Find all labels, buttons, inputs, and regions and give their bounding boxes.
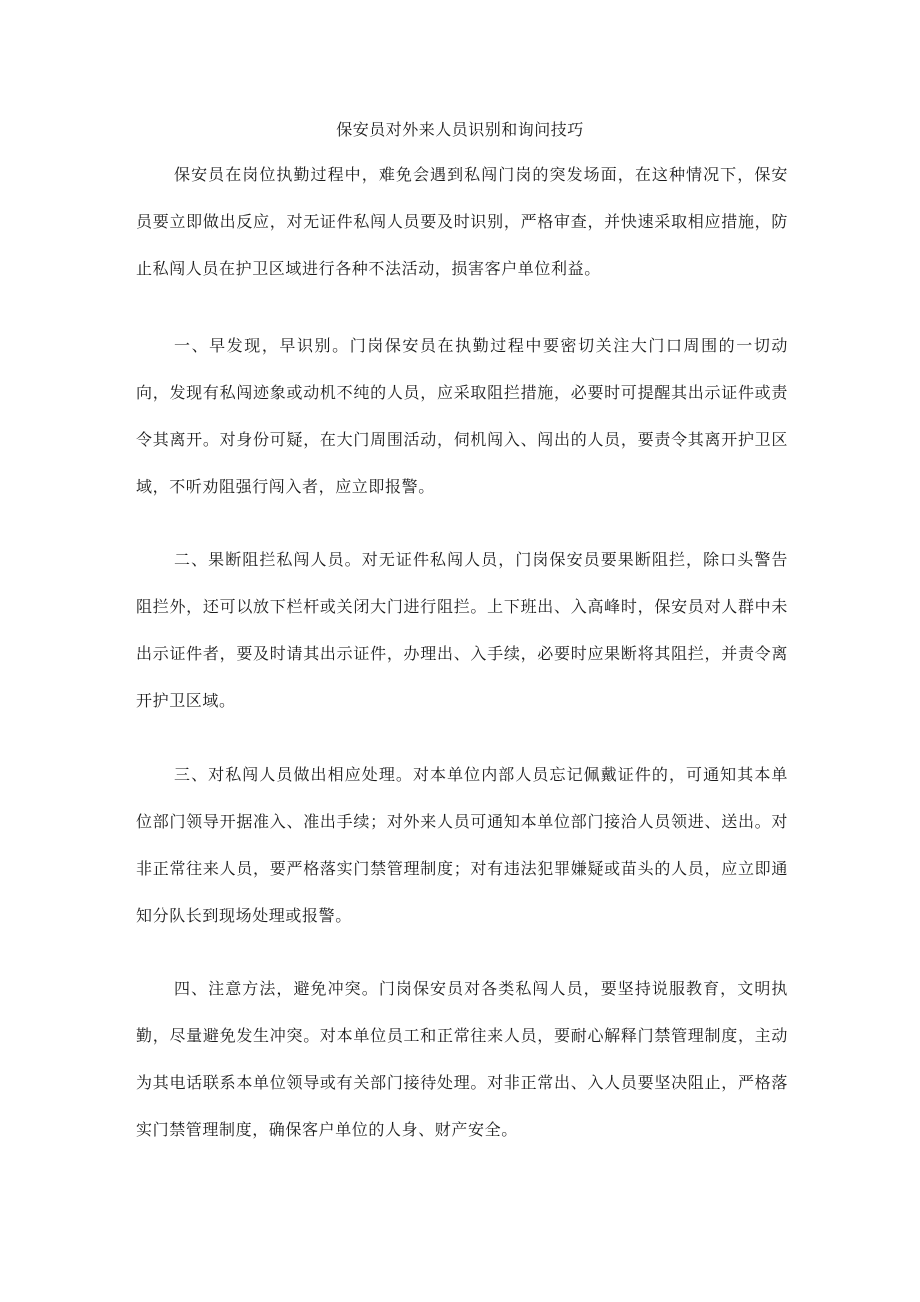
paragraph-handle-intruders: 三、对私闯人员做出相应处理。对本单位内部人员忘记佩戴证件的，可通知其本单位部门领导开据准入、准出手续；对外来人员可通知本单位部门接洽人员领进、送出。对非正常往来人员，要严格落实门禁管理制度；对有违法犯罪嫌疑或苗头的人员，应立即通知分队长到现场处理或报警。 [136, 765, 788, 925]
paragraph-early-detection: 一、早发现，早识别。门岗保安员在执勤过程中要密切关注大门口周围的一切动向，发现有私闯迹象或动机不纯的人员，应采取阻拦措施，必要时可提醒其出示证件或责令其离开。对身份可疑，在大门周围活动，伺机闯入、闯出的人员，要责令其离开护卫区域，不听劝阻强行闯入者，应立即报警。 [136, 336, 788, 496]
document-title: 保安员对外来人员识别和询问技巧 [336, 120, 584, 139]
paragraph-avoid-conflict: 四、注意方法，避免冲突。门岗保安员对各类私闯人员，要坚持说服教育，文明执勤，尽量避免发生冲突。对本单位员工和正常往来人员，要耐心解释门禁管理制度，主动为其电话联系本单位领导或有关部门接待处理。对非正常出、入人员要坚决阻止，严格落实门禁管理制度，确保客户单位的人身、财产安全。 [136, 979, 788, 1139]
paragraph-intro: 保安员在岗位执勤过程中，难免会遇到私闯门岗的突发场面，在这种情况下，保安员要立即做出反应，对无证件私闯人员要及时识别，严格审查，并快速采取相应措施，防止私闯人员在护卫区域进行各种不法活动，损害客户单位利益。 [136, 165, 788, 278]
paragraph-block-intruders: 二、果断阻拦私闯人员。对无证件私闯人员，门岗保安员要果断阻拦，除口头警告阻拦外，还可以放下栏杆或关闭大门进行阻拦。上下班出、入高峰时，保安员对人群中未出示证件者，要及时请其出示证件，办理出、入手续，必要时应果断将其阻拦，并责令离开护卫区域。 [136, 550, 788, 710]
